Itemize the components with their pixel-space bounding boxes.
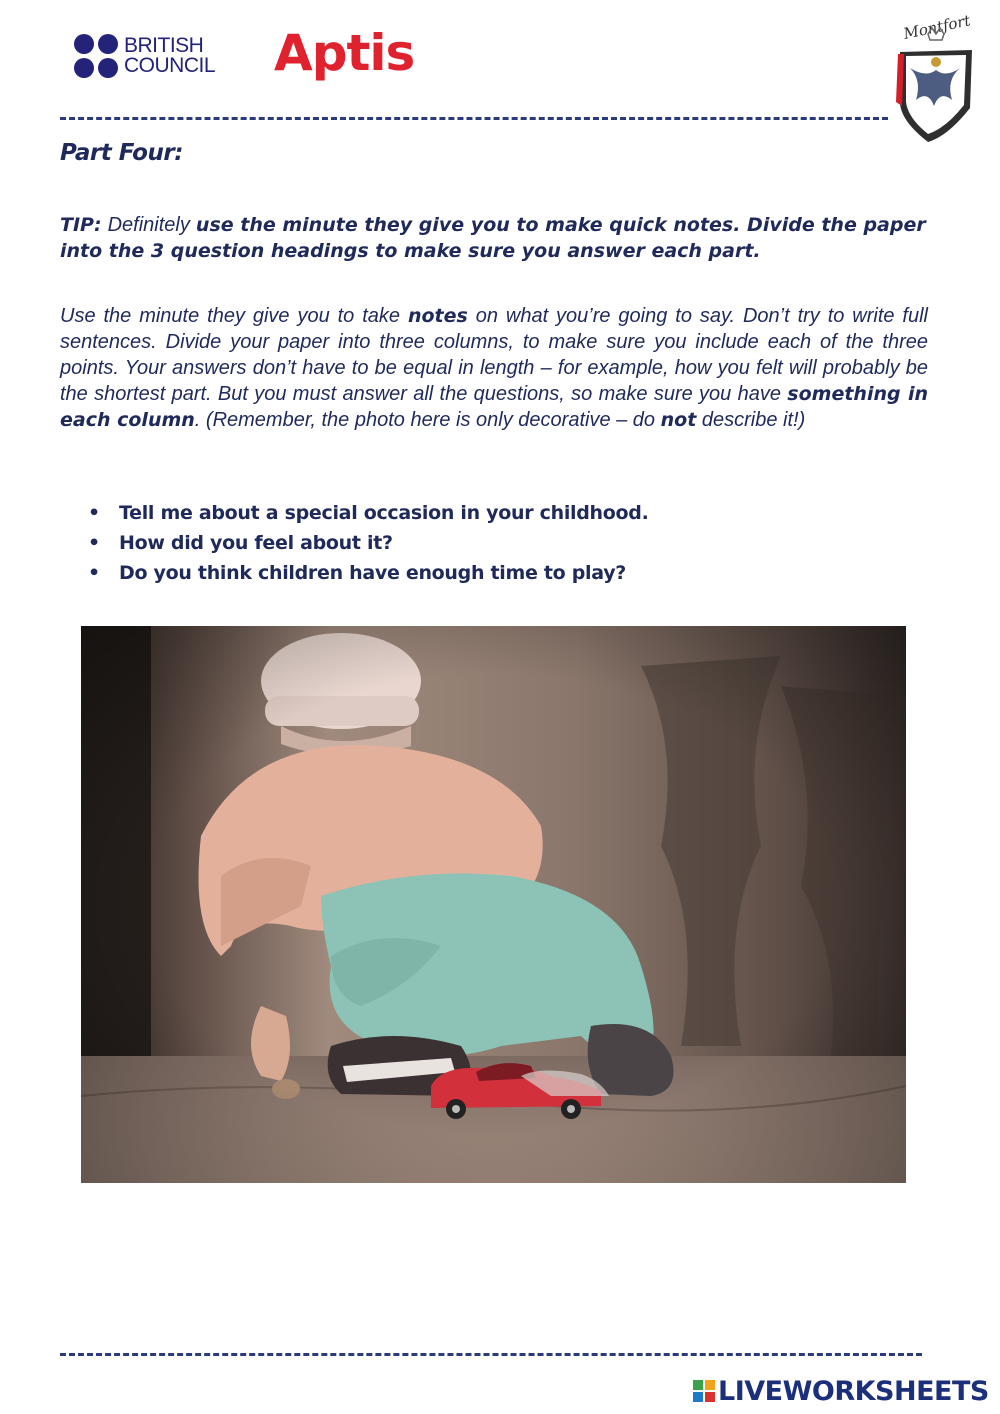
paragraph-text-1: Use the minute they give you to take bbox=[60, 305, 401, 327]
question-list bbox=[88, 500, 788, 590]
british-council-dots-icon bbox=[74, 34, 118, 78]
paragraph-text-4: describe it!) bbox=[701, 409, 806, 431]
paragraph-text-3: . (Remember, the photo here is only decorative – do bbox=[194, 409, 656, 431]
question-item: • Do you think children have enough time to play? bbox=[88, 560, 788, 590]
tip-bold-text: use the minute they give you to make quick notes. Divide the paper into the 3 question headings to make sure you answer each part. bbox=[60, 214, 926, 262]
footer-divider bbox=[60, 1353, 922, 1356]
tip-plain-text: Definitely bbox=[107, 214, 190, 236]
paragraph-bold-notes: notes bbox=[407, 305, 468, 327]
liveworksheets-icon bbox=[693, 1380, 715, 1402]
paragraph-bold-not: not bbox=[660, 409, 697, 431]
question-item: • Tell me about a special occasion in your childhood. bbox=[88, 500, 788, 530]
montfort-crest-icon bbox=[888, 10, 984, 146]
child-playing-with-toy-car-photo bbox=[81, 626, 906, 1183]
british-council-logo bbox=[74, 32, 234, 80]
page-title: Part Four: bbox=[60, 140, 183, 166]
crest-signature: Montfort bbox=[901, 11, 973, 43]
header-divider bbox=[60, 117, 888, 120]
liveworksheets-logo bbox=[693, 1374, 989, 1408]
instructions-paragraph bbox=[60, 303, 928, 433]
british-council-wordmark bbox=[124, 36, 215, 76]
tip-label: TIP: bbox=[60, 214, 102, 236]
liveworksheets-wordmark: LIVEWORKSHEETS bbox=[718, 1375, 989, 1407]
aptis-logo: Aptis bbox=[274, 24, 415, 82]
paragraph-bold-column: something in each column bbox=[60, 383, 929, 431]
tip-paragraph bbox=[60, 212, 932, 264]
british-council-line2: COUNCIL bbox=[124, 54, 216, 77]
british-council-line1: BRITISH bbox=[124, 34, 204, 57]
question-item: • How did you feel about it? bbox=[88, 530, 788, 560]
paragraph-text-2: on what you’re going to say. Don’t try to write full sentences. Divide your paper into three columns, to make sure you include each of the three points. Your answers don’t have to be equal in length – for example, how you felt will probably be the shortest part. But you must answer all the questions, so make sure you have bbox=[60, 305, 929, 405]
